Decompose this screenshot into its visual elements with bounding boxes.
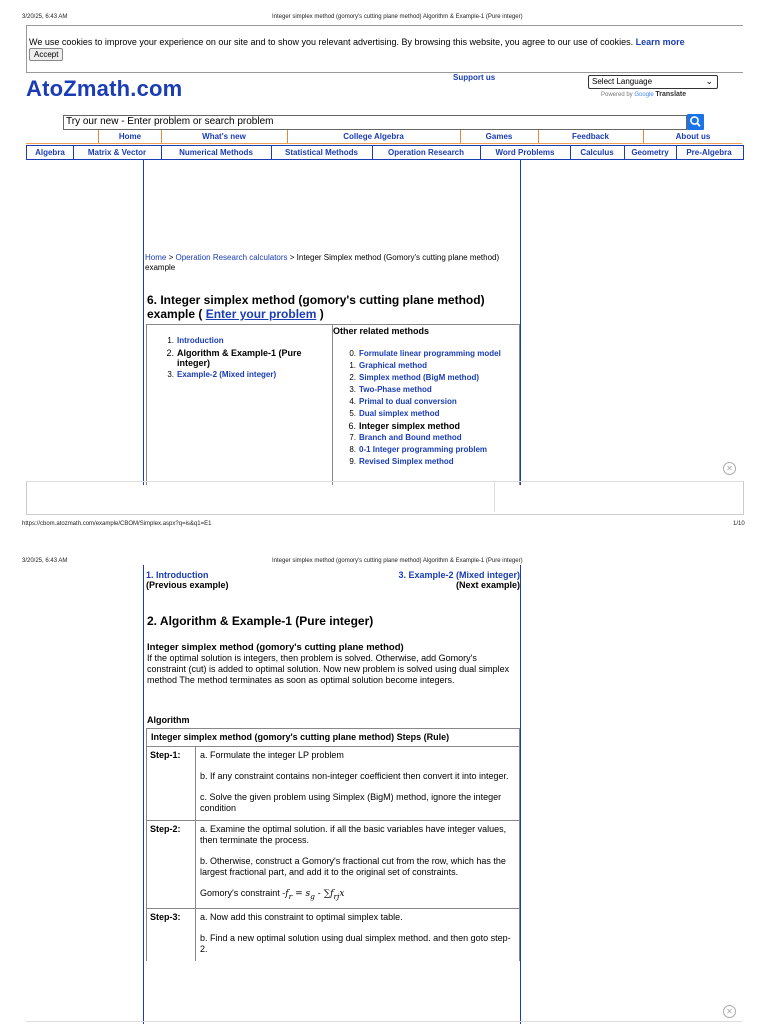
- method-item[interactable]: 7. Branch and Bound method: [349, 433, 462, 442]
- content-border-left-2: [143, 565, 144, 1024]
- enter-your-problem-link[interactable]: Enter your problem: [205, 307, 317, 321]
- print-url: https://cbom.atozmath.com/example/CBOM/Simplex.aspx?q=is&q1=E1: [22, 521, 212, 527]
- breadcrumb-current: Integer Simplex method (Gomory's cutting plane method) example: [145, 253, 500, 272]
- example-pager: [146, 570, 520, 590]
- search-icon: [687, 114, 704, 130]
- page-title: 6. Integer simplex method (gomory's cutting plane method) example ( Enter your problem ): [147, 293, 485, 321]
- site-logo[interactable]: AtoZmath.com: [26, 76, 183, 101]
- google-translate-credit: Powered by Google Translate: [601, 91, 687, 98]
- nav-college-algebra[interactable]: College Algebra: [343, 132, 404, 141]
- content-border-right-2: [520, 565, 521, 1024]
- nav-geometry[interactable]: Geometry: [631, 148, 669, 157]
- close-ad-icon-2[interactable]: ✕: [723, 1005, 736, 1018]
- print-page-number: 1/10: [733, 521, 745, 527]
- method-item[interactable]: 3. Two-Phase method: [349, 385, 432, 394]
- print-date-2: 3/20/25, 6:43 AM: [22, 558, 68, 564]
- main-nav: [26, 130, 742, 144]
- breadcrumb: Home > Operation Research calculators > Integer Simplex method (Gomory's cutting plane method) example: [145, 253, 500, 272]
- content-border-right: [520, 160, 521, 485]
- next-label: (Next example): [455, 580, 520, 590]
- method-item[interactable]: 2. Simplex method (BigM method): [349, 373, 479, 382]
- chevron-down-icon: ⌄: [705, 76, 713, 86]
- language-select-value: Select Language: [592, 77, 653, 86]
- step-row: Step-2: a. Examine the optimal solution. if all the basic variables have integer values, then terminate the process. b. Otherwise, construct a Gomory's fractional cut from the row, which has the largest fractional part, and add it to the original set of constraints. Gomory's constraint $-f_r = s_g - \sum f_{rj}x$: [147, 821, 519, 909]
- content-border-left: [143, 160, 144, 485]
- example-list: [163, 336, 329, 382]
- nav-matrix-vector[interactable]: Matrix & Vector: [87, 148, 147, 157]
- support-us-link[interactable]: Support us: [453, 73, 496, 82]
- accept-cookies-button[interactable]: Accept: [29, 48, 63, 61]
- search-input[interactable]: Try our new - Enter problem or search problem: [63, 115, 687, 130]
- intro-title: Integer simplex method (gomory's cutting plane method): [147, 642, 404, 653]
- print-date: 3/20/25, 6:43 AM: [22, 14, 68, 20]
- method-item[interactable]: 8. 0-1 Integer programming problem: [349, 445, 488, 454]
- cookie-banner: [26, 25, 743, 73]
- language-select[interactable]: [588, 75, 718, 89]
- method-item[interactable]: 4. Primal to dual conversion: [349, 397, 457, 406]
- nav-about-us[interactable]: About us: [675, 132, 711, 141]
- method-item: 6. Integer simplex method: [348, 421, 461, 431]
- step-row: Step-1: a. Formulate the integer LP problem b. If any constraint contains non-integer coefficient then convert it into integer. c. Solve the given problem using Simplex (BigM) method, ignore the integer condition: [147, 747, 519, 821]
- gomory-formula: $-f_r = s_g - \sum f_{rj}x$: [282, 889, 345, 901]
- nav-games[interactable]: Games: [485, 132, 513, 141]
- nav-calculus[interactable]: Calculus: [580, 148, 614, 157]
- print-title: Integer simplex method (gomory's cutting plane method) Algorithm & Example-1 (Pure integer): [272, 14, 523, 20]
- method-item[interactable]: 9. Revised Simplex method: [349, 457, 454, 466]
- intro-text: If the optimal solution is integers, then problem is solved. Otherwise, add Gomory's constraint (cut) is added to optimal solution. Now new problem is solved using dual simplex method The method terminates as soon as optimal solution become integers.: [147, 653, 510, 685]
- nav-algebra[interactable]: Algebra: [35, 148, 65, 157]
- topic-nav: [26, 145, 744, 160]
- ad-banner: [26, 481, 744, 515]
- search-button[interactable]: [687, 114, 704, 130]
- nav-word-problems[interactable]: Word Problems: [495, 148, 555, 157]
- method-item[interactable]: 5. Dual simplex method: [349, 409, 440, 418]
- close-ad-icon[interactable]: ✕: [723, 462, 736, 475]
- previous-example-link[interactable]: 1. Introduction: [146, 570, 209, 580]
- nav-feedback[interactable]: Feedback: [572, 132, 609, 141]
- toc-box: [146, 324, 520, 485]
- nav-home[interactable]: Home: [118, 132, 142, 141]
- method-item[interactable]: 0. Formulate linear programming model: [349, 349, 501, 358]
- nav-whats-new[interactable]: What's new: [202, 132, 246, 141]
- nav-numerical-methods[interactable]: Numerical Methods: [179, 148, 253, 157]
- print-title-2: Integer simplex method (gomory's cutting plane method) Algorithm & Example-1 (Pure integer): [272, 558, 523, 564]
- steps-table: [146, 728, 520, 961]
- ad-divider: [494, 482, 495, 512]
- toc-item[interactable]: 3. Example-2 (Mixed integer): [167, 370, 277, 379]
- breadcrumb-home[interactable]: Home: [145, 253, 167, 262]
- method-item[interactable]: 1. Graphical method: [349, 361, 428, 370]
- nav-statistical-methods[interactable]: Statistical Methods: [285, 148, 358, 157]
- steps-table-header: Integer simplex method (gomory's cutting plane method) Steps (Rule): [147, 729, 519, 747]
- cookie-message: We use cookies to improve your experience on our site and to show you relevant advertising. By browsing this website, you agree to our use of cookies.: [29, 37, 634, 47]
- breadcrumb-or-calculators[interactable]: Operation Research calculators: [175, 253, 288, 262]
- next-example-link[interactable]: 3. Example-2 (Mixed integer): [398, 570, 520, 580]
- toc-item: 2. Algorithm & Example-1 (Pure integer): [166, 348, 302, 368]
- toc-item[interactable]: 1. Introduction: [167, 336, 224, 345]
- nav-pre-algebra[interactable]: Pre-Algebra: [686, 148, 732, 157]
- other-methods-list: [345, 349, 517, 469]
- intro-block: [147, 642, 515, 686]
- section-heading: 2. Algorithm & Example-1 (Pure integer): [147, 614, 374, 628]
- other-methods-heading: Other related methods: [333, 326, 430, 336]
- previous-label: (Previous example): [146, 580, 229, 590]
- step-row: Step-3: a. Now add this constraint to optimal simplex table. b. Find a new optimal solution using dual simplex method. and then goto step-2.: [147, 909, 519, 961]
- ad-border-2: [26, 1021, 742, 1022]
- gomory-label: Gomory's constraint: [200, 888, 280, 898]
- learn-more-link[interactable]: Learn more: [635, 37, 685, 47]
- algorithm-label: Algorithm: [147, 715, 190, 725]
- nav-operation-research[interactable]: Operation Research: [387, 148, 465, 157]
